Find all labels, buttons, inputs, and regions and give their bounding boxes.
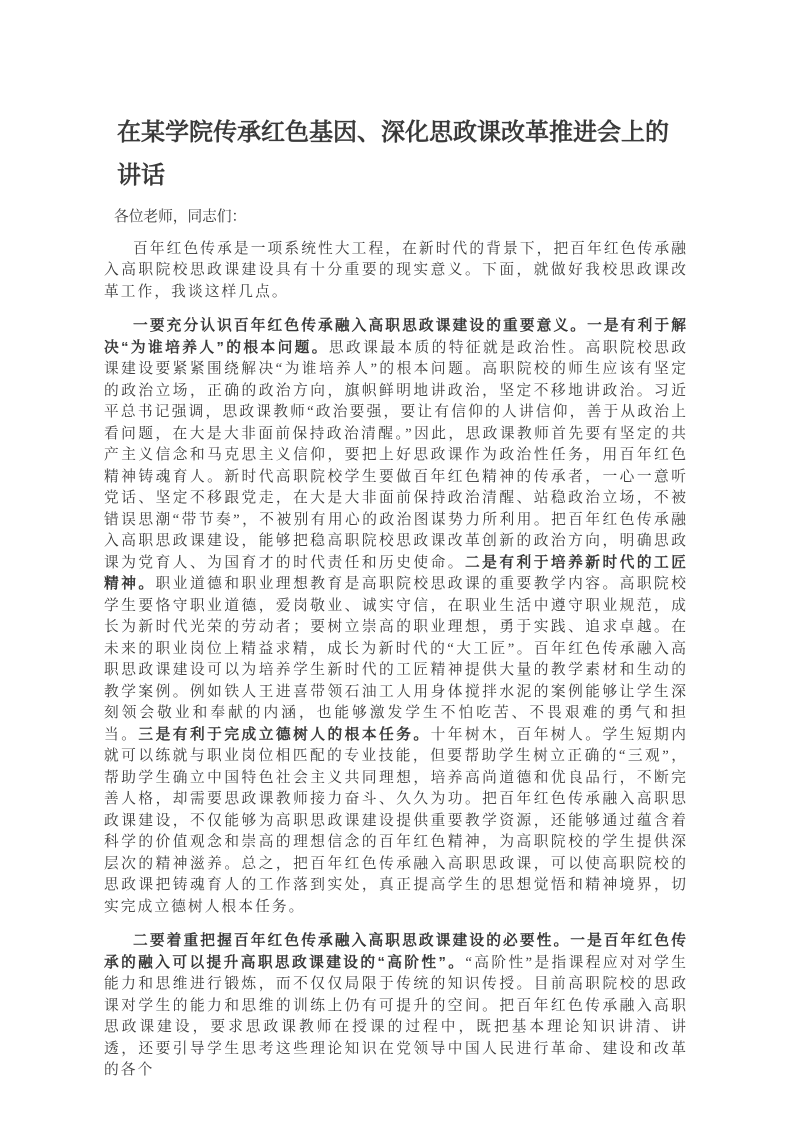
paragraph-intro: 百年红色传承是一项系统性大工程，在新时代的背景下，把百年红色传承融入高职院校思政课建设具有十分重要的现实意义。下面，就做好我校思政课改革工作，我谈这样几点。 <box>104 240 688 300</box>
point-one-body-run-3: 十年树木，百年树人。学生短期内就可以练就与职业岗位相匹配的专业技能，但要帮助学生树立正确的“三观”，帮助学生确立中国特色社会主义共同理想，培养高尚道德和优良品行，不断完善人格，却需要思政课教师接力奋斗、久久为功。把百年红色传承融入高职思政课建设，不仅能够为高职思政课建设提供重要教学资源，还能够通过蕴含着科学的价值观念和崇高的理想信念的百年红色精神，为高职院校的学生提供深层次的精神滋养。总之，把百年红色传承融入高职思政课，可以使高职院校的思政课把铸魂育人的工作落到实处，真正提高学生的思想觉悟和精神境界，切实完成立德树人根本任务。 <box>104 726 689 915</box>
point-two-body-run-1: “高阶性”是指课程应对对学生能力和思维进行锻炼，而不仅仅局限于传统的知识传授。目前高职院校的思政课对学生的能力和思维的训练上仍有可提升的空间。把百年红色传承融入高职思政课建设，要求思政课教师在授课的过程中，既把基本理论知识讲清、讲透，还要引导学生思考这些理论知识在党领导中国人民进行革命、建设和改革的各个 <box>104 954 688 1078</box>
point-one-body-run-2: 职业道德和职业理想教育是高职院校思政课的重要教学内容。高职院校学生要恪守职业道德，爱岗敬业、诚实守信，在职业生活中遵守职业规范，成长为新时代光荣的劳动者；要树立崇高的职业理想，勇于实践、追求卓越。在未来的职业岗位上精益求精，成长为新时代的“大工匠”。百年红色传承融入高职思政课建设可以为培养学生新时代的工匠精神提供大量的教学素材和生动的教学案例。例如铁人王进喜带领石油工人用身体搅拌水泥的案例能够让学生深刻领会敬业和奉献的内涵，也能够激发学生不怕吃苦、不畏艰难的勇气和担当。 <box>104 576 688 743</box>
point-one-heading-run: 一要充分认识百年红色传承融入高职思政课建设的重要意义。一是有利于解决“为谁培养人”的根本问题。 <box>104 318 688 356</box>
point-one-subpoint-two-run: 二是有利于培养新时代的工匠精神。 <box>104 554 688 592</box>
paragraph-point-one <box>104 316 688 918</box>
point-one-body-run-1: 思政课最本质的特征就是政治性。高职院校思政课建设要紧紧围绕解决“为谁培养人”的根本问题。高职院校的师生应该有坚定的政治立场，正确的政治方向，旗帜鲜明地讲政治，坚定不移地讲政治。习近平总书记强调，思政课教师“政治要强，要让有信仰的人讲信仰，善于从政治上看问题，在大是大非面前保持政治清醒。”因此，思政课教师首先要有坚定的共产主义信念和马克思主义信仰，要把上好思政课作为政治性任务，用百年红色精神铸魂育人。新时代高职院校学生要做百年红色精神的传承者，一心一意听党话、坚定不移跟党走，在大是大非面前保持政治清醒、站稳政治立场，不被错误思潮“带节奏”，不被别有用心的政治图谋势力所利用。把百年红色传承融入高职思政课建设，能够把稳高职院校思政课改革创新的政治方向，明确思政课为党育人、为国育才的时代责任和历史使命。 <box>104 339 688 571</box>
document-title: 在某学院传承红色基因、深化思政课改革推进会上的讲话 <box>117 119 669 189</box>
greeting-line: 各位老师，同志们： <box>114 209 247 225</box>
paragraph-point-two <box>104 931 688 1082</box>
point-one-subpoint-three-run: 三是有利于完成立德树人的根本任务。 <box>138 726 431 743</box>
document-content <box>104 111 688 1095</box>
point-two-heading-run: 二要着重把握百年红色传承融入高职思政课建设的必要性。一是百年红色传承的融入可以提升高职思政课建设的“高阶性”。 <box>104 933 688 971</box>
